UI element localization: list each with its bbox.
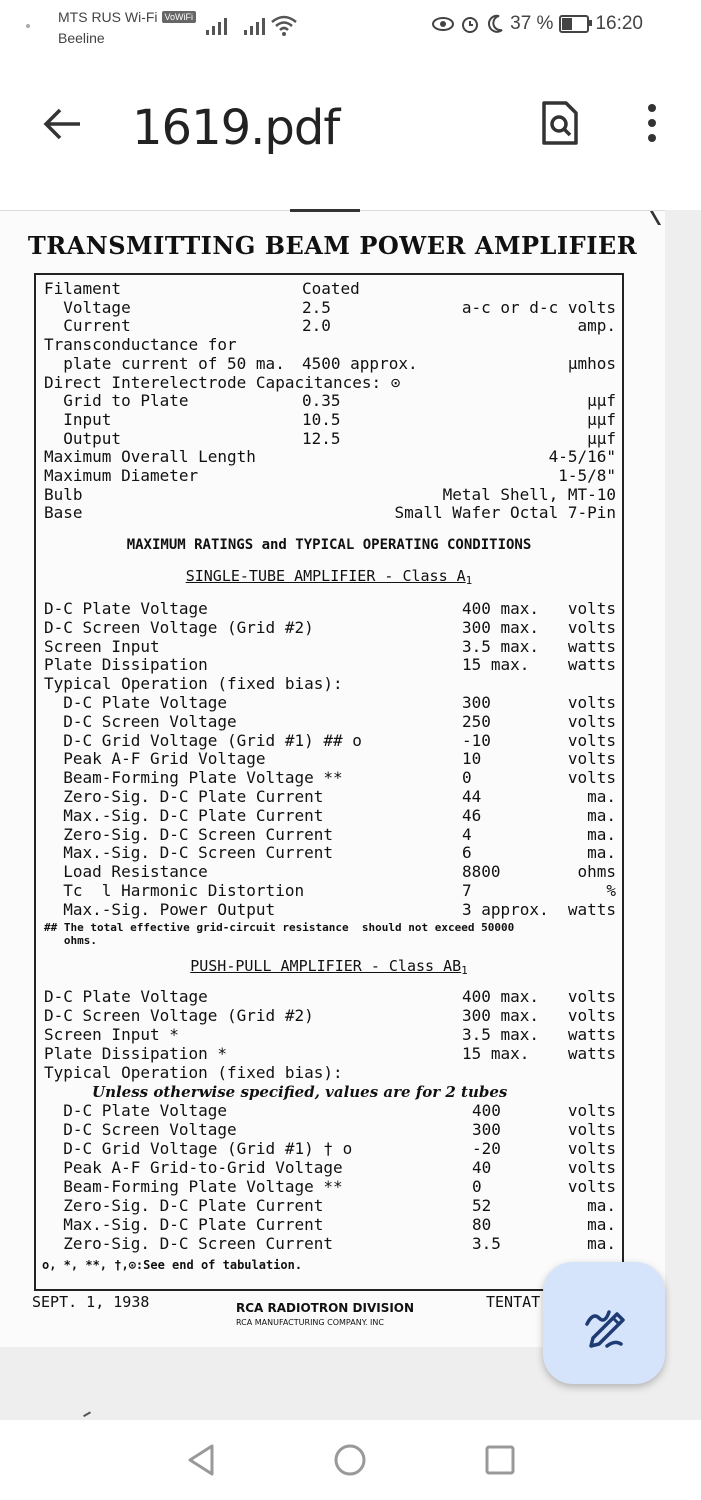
row-unit: ma.: [587, 1196, 616, 1215]
row-value: 40: [472, 1158, 492, 1177]
row-unit: 4-5/16": [548, 447, 616, 467]
row-label: Peak A-F Grid Voltage: [44, 749, 266, 769]
navigation-bar: [0, 1420, 701, 1500]
wifi-icon: [270, 14, 298, 38]
row-value: 7: [462, 881, 472, 900]
ratings-heading: MAXIMUM RATINGS and TYPICAL OPERATING CONDITIONS: [126, 537, 532, 553]
status-right: [432, 13, 643, 35]
row-unit: volts: [567, 1006, 616, 1025]
signal-icon: [204, 16, 232, 36]
row-unit: watts: [567, 1025, 616, 1044]
row-unit: ma.: [587, 824, 616, 844]
row-value: 10.5: [302, 409, 341, 429]
annotate-button[interactable]: [543, 1262, 665, 1384]
single-tube-subscript: 1: [465, 574, 473, 587]
carrier-secondary: Beeline: [58, 30, 105, 46]
row-label: Screen Input: [44, 636, 160, 656]
clock: 16:20: [595, 13, 643, 34]
row-unit: volts: [567, 1158, 616, 1177]
row-label: Zero-Sig. D-C Plate Current: [44, 1196, 324, 1215]
row-value: Coated: [302, 279, 360, 298]
row-label: D-C Plate Voltage: [44, 693, 228, 712]
page-corner-mark: [632, 211, 661, 225]
row-value: 400 max.: [462, 987, 540, 1006]
row-label: Maximum Overall Length: [44, 447, 256, 467]
nav-home-icon[interactable]: [332, 1442, 368, 1478]
row-label: D-C Plate Voltage: [44, 1101, 228, 1120]
row-label: Input: [44, 409, 112, 429]
row-unit: watts: [567, 655, 616, 675]
row-unit: volts: [567, 768, 616, 788]
page-header-fragment: [290, 199, 360, 212]
row-unit: volts: [567, 599, 616, 618]
row-label: Grid to Plate: [44, 391, 189, 411]
row-label: Plate Dissipation *: [44, 1044, 228, 1063]
datasheet-title: TRANSMITTING BEAM POWER AMPLIFIER: [27, 231, 638, 260]
row-label: D-C Plate Voltage: [44, 987, 208, 1006]
row-unit: Small Wafer Octal 7-Pin: [394, 503, 616, 523]
row-unit: µmhos: [567, 353, 616, 373]
row-value: 52: [472, 1196, 492, 1215]
row-value: 300: [472, 1120, 501, 1139]
row-unit: ma.: [587, 1215, 616, 1234]
row-unit: a-c or d-c volts: [461, 297, 616, 317]
row-label: Beam-Forming Plate Voltage **: [44, 768, 343, 788]
vowifi-badge: VoWiFi: [162, 11, 197, 23]
row-label: Typical Operation (fixed bias):: [44, 1063, 343, 1082]
row-unit: ma.: [587, 843, 616, 863]
row-label: Output: [44, 428, 122, 448]
footer-company: RCA MANUFACTURING COMPANY. INC: [236, 1318, 384, 1327]
row-unit: ohms: [577, 862, 616, 882]
row-label: D-C Screen Voltage (Grid #2): [44, 1006, 314, 1025]
row-value: 0: [462, 768, 472, 788]
row-value: 3.5: [472, 1234, 501, 1253]
row-label: D-C Screen Voltage: [44, 1120, 237, 1139]
row-label: Maximum Diameter: [44, 466, 199, 485]
row-unit: volts: [567, 693, 616, 712]
row-label: Peak A-F Grid-to-Grid Voltage: [44, 1158, 343, 1177]
row-value: 400 max.: [462, 599, 540, 618]
row-unit: volts: [567, 1139, 616, 1158]
push-pull-heading: [36, 957, 622, 977]
row-unit: %: [606, 881, 616, 900]
row-value: 4500 approx.: [302, 353, 418, 373]
row-label: Max.-Sig. D-C Plate Current: [44, 805, 324, 825]
push-pull-subscript: 1: [461, 964, 468, 977]
row-unit: µµf: [587, 409, 616, 429]
row-unit: volts: [567, 1101, 616, 1120]
row-value: 15 max.: [462, 655, 530, 675]
row-label: Current: [44, 316, 131, 336]
row-value: 10: [462, 749, 482, 769]
row-value: 15 max.: [462, 1044, 530, 1063]
row-label: Filament: [44, 279, 122, 298]
row-unit: µµf: [587, 428, 616, 448]
row-label: D-C Screen Voltage: [44, 711, 237, 731]
row-label: plate current of 50 ma.: [44, 353, 285, 373]
row-label: D-C Screen Voltage (Grid #2): [44, 617, 314, 637]
footer-date: SEPT. 1, 1938: [32, 1293, 150, 1311]
row-label: Max.-Sig. Power Output: [44, 899, 276, 919]
eye-icon: [432, 15, 454, 33]
row-value: 12.5: [302, 428, 341, 448]
row-label: Base: [44, 503, 83, 523]
row-value: 0: [472, 1177, 482, 1196]
row-label: Zero-Sig. D-C Plate Current: [44, 787, 324, 806]
nav-recents-icon[interactable]: [482, 1442, 518, 1478]
row-label: Screen Input *: [44, 1025, 179, 1044]
row-value: 3.5 max.: [462, 636, 540, 656]
status-bar: [0, 0, 701, 60]
document-title: 1619.pdf: [132, 100, 340, 156]
row-unit: volts: [567, 730, 616, 750]
row-label: Max.-Sig. D-C Screen Current: [44, 843, 333, 863]
row-unit: volts: [567, 1177, 616, 1196]
row-value: 400: [472, 1101, 501, 1120]
more-options-icon[interactable]: [640, 100, 664, 146]
end-note: o, *, **, †,⊙:See end of tabulation.: [42, 1258, 303, 1272]
row-value: -10: [462, 730, 491, 750]
pen-edit-icon: [543, 1262, 665, 1384]
notification-dot: [26, 24, 30, 28]
app-bar: [0, 60, 701, 200]
row-value: 6: [462, 843, 472, 863]
battery-percent: 37 %: [510, 13, 554, 34]
row-unit: volts: [567, 987, 616, 1006]
battery-icon: [559, 15, 589, 33]
row-value: 300 max.: [462, 617, 540, 637]
alarm-icon: [460, 14, 480, 34]
footer-division: RCA RADIOTRON DIVISION: [236, 1301, 415, 1315]
row-label: D-C Grid Voltage (Grid #1) † o: [44, 1139, 353, 1158]
row-unit: ma.: [587, 787, 616, 806]
row-label: Zero-Sig. D-C Screen Current: [44, 824, 333, 844]
single-tube-heading-text: SINGLE-TUBE AMPLIFIER - Class A: [185, 567, 466, 585]
row-label: Bulb: [44, 484, 83, 504]
row-label: Max.-Sig. D-C Plate Current: [44, 1215, 324, 1234]
row-unit: ma.: [587, 1234, 616, 1253]
row-value: 250: [462, 711, 491, 731]
row-value: 80: [472, 1215, 492, 1234]
push-pull-italic-note: Unless otherwise specified, values are for 2 tubes: [92, 1083, 508, 1101]
row-unit: watts: [567, 1044, 616, 1063]
search-document-icon[interactable]: [540, 100, 580, 146]
row-unit: ma.: [587, 805, 616, 825]
push-pull-heading-text: PUSH-PULL AMPLIFIER - Class AB: [190, 957, 462, 975]
footer-tentative: TENTAT: [486, 1293, 541, 1311]
row-label: Plate Dissipation: [44, 655, 208, 675]
row-label: Tc l Harmonic Distortion: [44, 881, 305, 900]
row-unit: µµf: [587, 391, 616, 411]
row-unit: volts: [567, 749, 616, 769]
row-label: Load Resistance: [44, 862, 208, 882]
row-value: 8800: [462, 862, 501, 882]
row-label: Beam-Forming Plate Voltage **: [44, 1177, 343, 1196]
single-tube-heading: [36, 567, 622, 587]
row-value: 3 approx.: [462, 899, 549, 919]
row-value: 46: [462, 805, 482, 825]
back-arrow-icon[interactable]: [40, 102, 84, 146]
row-unit: volts: [567, 617, 616, 637]
single-tube-note: ## The total effective grid-circuit resistance should not exceed 50000 ohms.: [44, 921, 515, 947]
row-label: D-C Plate Voltage: [44, 599, 208, 618]
row-label: Transconductance for: [44, 335, 237, 355]
spec-table: [34, 273, 624, 1291]
moon-icon: [486, 14, 504, 34]
nav-back-icon[interactable]: [184, 1442, 220, 1478]
row-unit: volts: [567, 1120, 616, 1139]
row-value: 0.35: [302, 391, 341, 411]
row-unit: volts: [567, 711, 616, 731]
row-value: 3.5 max.: [462, 1025, 540, 1044]
row-unit: watts: [567, 899, 616, 919]
row-unit: watts: [567, 636, 616, 656]
row-value: 4: [462, 824, 472, 844]
row-value: 300: [462, 693, 491, 712]
row-label: D-C Grid Voltage (Grid #1) ## o: [44, 730, 362, 750]
row-label: Voltage: [44, 297, 131, 317]
row-value: -20: [472, 1139, 501, 1158]
carrier-primary-label: MTS RUS Wi-Fi: [58, 9, 158, 25]
row-unit: 1-5/8": [558, 466, 616, 485]
pdf-page[interactable]: [0, 210, 665, 1347]
row-value: 2.0: [302, 316, 331, 336]
signal-icon-2: [242, 16, 270, 36]
row-label: Direct Interelectrode Capacitances: ⊙: [44, 372, 401, 392]
row-unit: Metal Shell, MT-10: [442, 484, 616, 504]
row-unit: amp.: [577, 316, 616, 336]
row-label: Zero-Sig. D-C Screen Current: [44, 1234, 333, 1253]
row-value: 300 max.: [462, 1006, 540, 1025]
row-label: Typical Operation (fixed bias):: [44, 674, 343, 694]
carrier-primary: [58, 9, 196, 25]
pdf-viewer[interactable]: [0, 210, 701, 1420]
row-value: 44: [462, 787, 482, 806]
row-value: 2.5: [302, 297, 331, 317]
